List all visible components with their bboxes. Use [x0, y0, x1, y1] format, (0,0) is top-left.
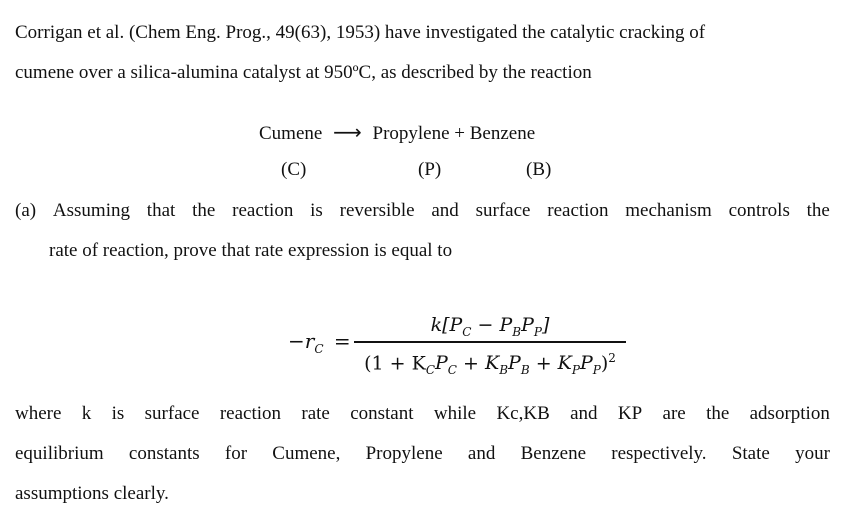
word: constants	[128, 443, 200, 464]
word: surface	[144, 403, 200, 424]
word: Propylene	[365, 443, 443, 464]
word: adsorption	[749, 403, 830, 424]
word: equilibrium	[15, 443, 104, 464]
word: surface	[475, 200, 531, 221]
word: State	[731, 443, 770, 464]
word: reaction	[219, 403, 282, 424]
word: rate	[301, 403, 330, 424]
word: and	[467, 443, 496, 464]
word: reaction	[547, 200, 609, 221]
reaction-symbol-p: (P)	[418, 159, 442, 180]
word: is	[111, 403, 125, 424]
word: Cumene,	[272, 443, 341, 464]
word: constant	[350, 403, 414, 424]
where-line-1	[15, 403, 830, 425]
word: your	[795, 443, 830, 464]
products-text: Propylene + Benzene	[372, 123, 536, 144]
intro-line-2: cumene over a silica-alumina catalyst at 950ºC, as described by the reaction	[15, 62, 592, 83]
intro-line-1: Corrigan et al. (Chem Eng. Prog., 49(63), 1953) have investigated the catalytic cracking of	[15, 22, 706, 43]
reaction-arrow-icon: ⟶	[333, 120, 362, 144]
word: k	[81, 403, 92, 424]
word: where	[15, 403, 62, 424]
word: Benzene	[520, 443, 586, 464]
word: is	[310, 200, 323, 221]
word: the	[192, 200, 216, 221]
word: KP	[617, 403, 643, 424]
part-a-line-2: rate of reaction, prove that rate expression is equal to	[49, 240, 453, 261]
word: and	[570, 403, 598, 424]
word: reversible	[339, 200, 415, 221]
part-a-line-1	[15, 200, 830, 222]
word: Assuming	[52, 200, 130, 221]
where-line-2	[15, 443, 830, 465]
word: reaction	[232, 200, 294, 221]
rate-fraction	[352, 309, 628, 377]
word: are	[662, 403, 686, 424]
word: and	[431, 200, 459, 221]
rate-denominator: $(1 + K_CP_C + K_BP_B + K_PP_P)^2$	[364, 350, 616, 377]
reaction-symbol-b: (B)	[526, 159, 552, 180]
word: mechanism	[625, 200, 712, 221]
reactant-cumene: Cumene	[259, 123, 323, 144]
word: that	[146, 200, 176, 221]
reaction-symbol-c: (C)	[281, 159, 307, 180]
word: the	[706, 403, 730, 424]
reaction-equation	[259, 120, 535, 145]
word: respectively.	[611, 443, 707, 464]
word: controls	[728, 200, 790, 221]
where-line-3: assumptions clearly.	[15, 483, 169, 504]
part-a-label: (a)	[15, 200, 37, 221]
word: while	[433, 403, 477, 424]
word: the	[806, 200, 830, 221]
rate-lhs: $-r_C$ =	[288, 329, 351, 356]
word: for	[224, 443, 248, 464]
word: Kc,KB	[496, 403, 550, 424]
rate-numerator: $k[P_C - P_BP_P]$	[430, 314, 550, 339]
